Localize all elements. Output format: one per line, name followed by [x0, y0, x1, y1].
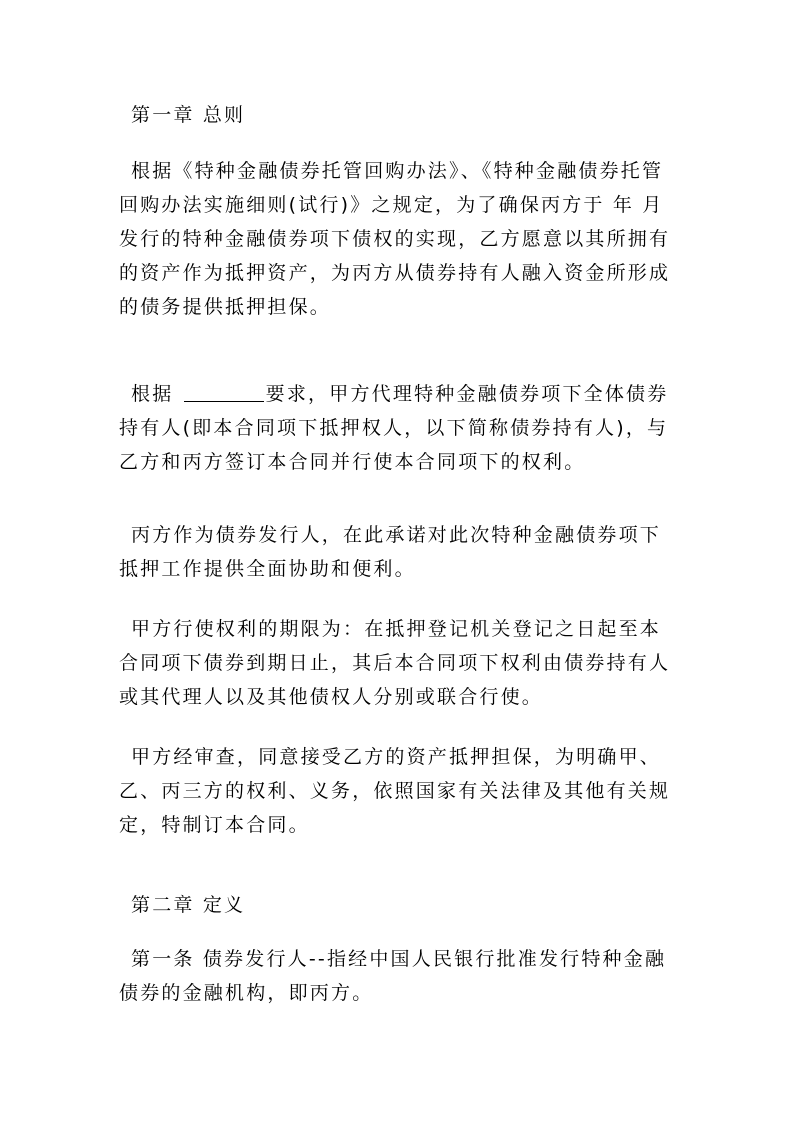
paragraph-basis — [119, 154, 679, 324]
text-line: 持有人(即本合同项下抵押权人，以下简称债券持有人)，与 — [119, 417, 669, 439]
chapter-title: 第二章 定义 — [131, 894, 246, 916]
text-line: 回购办法实施细则(试行)》之规定，为了确保丙方于 年 月 — [119, 194, 664, 216]
text-line: 合同项下债券到期日止，其后本合同项下权利由债券持有人 — [119, 652, 671, 674]
chapter-title: 第一章 总则 — [131, 104, 246, 126]
blank-fill-field — [184, 379, 264, 402]
chapter-1-heading — [119, 98, 679, 132]
paragraph-issuer-commitment — [119, 518, 679, 586]
text-line: 抵押工作提供全面协助和便利。 — [119, 558, 416, 580]
paragraph-review — [119, 740, 679, 842]
text-line: 债券的金融机构，即丙方。 — [119, 982, 374, 1004]
paragraph-agency — [119, 377, 679, 479]
text-line: 甲方经审查，同意接受乙方的资产抵押担保，为明确甲、 — [131, 746, 662, 768]
paragraph-definition-issuer — [119, 942, 679, 1010]
text-line: 乙方和丙方签订本合同并行使本合同项下的权利。 — [119, 451, 586, 473]
text-line: 第一条 债券发行人--指经中国人民银行批准发行特种金融 — [131, 948, 667, 970]
text-line: 定，特制订本合同。 — [119, 814, 310, 836]
text-line: 乙、丙三方的权利、义务，依照国家有关法律及其他有关规 — [119, 780, 671, 802]
text-line: 甲方行使权利的期限为：在抵押登记机关登记之日起至本 — [131, 618, 662, 640]
text-line: 或其代理人以及其他债权人分别或联合行使。 — [119, 686, 544, 708]
paragraph-term — [119, 612, 679, 714]
chapter-2-heading — [119, 888, 679, 922]
text-line: 的债务提供抵押担保。 — [119, 296, 332, 318]
text-line: 丙方作为债券发行人，在此承诺对此次特种金融债券项下 — [131, 524, 662, 546]
text-line: 根据《特种金融债券托管回购办法》、《特种金融债券托管 — [131, 160, 664, 182]
text-segment: 根据 — [131, 383, 182, 405]
text-line: 发行的特种金融债券项下债权的实现，乙方愿意以其所拥有 — [119, 228, 671, 250]
text-segment: 要求，甲方代理特种金融债券项下全体债券 — [265, 383, 669, 405]
text-line: 的资产作为抵押资产，为丙方从债券持有人融入资金所形成 — [119, 262, 671, 284]
text-line — [119, 377, 679, 411]
